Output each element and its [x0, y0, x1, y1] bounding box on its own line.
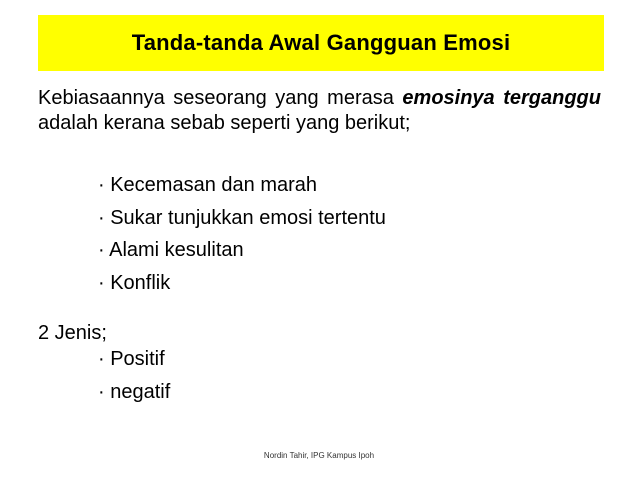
slide-footer: Nordin Tahir, IPG Kampus Ipoh — [263, 451, 375, 460]
list-item: · Sukar tunjukkan emosi tertentu — [98, 206, 386, 229]
intro-paragraph — [38, 86, 601, 135]
signs-list — [98, 169, 386, 299]
list-item: · Positif — [98, 348, 165, 370]
intro-text-end: adalah kerana sebab seperti yang berikut; — [38, 111, 411, 134]
intro-emphasis: emosinya terganggu — [402, 87, 601, 109]
slide-title: Tanda-tanda Awal Gangguan Emosi — [131, 30, 511, 55]
list-item: · Kecemasan dan marah — [98, 174, 318, 196]
title-banner — [38, 15, 604, 71]
list-item: · Alami kesulitan — [98, 239, 244, 261]
list-item: · negatif — [98, 380, 171, 403]
types-list — [98, 343, 170, 408]
types-heading: 2 Jenis; — [38, 322, 107, 344]
list-item: · Konflik — [98, 271, 171, 294]
intro-text-start: Kebiasaannya seseorang yang merasa — [38, 87, 403, 109]
